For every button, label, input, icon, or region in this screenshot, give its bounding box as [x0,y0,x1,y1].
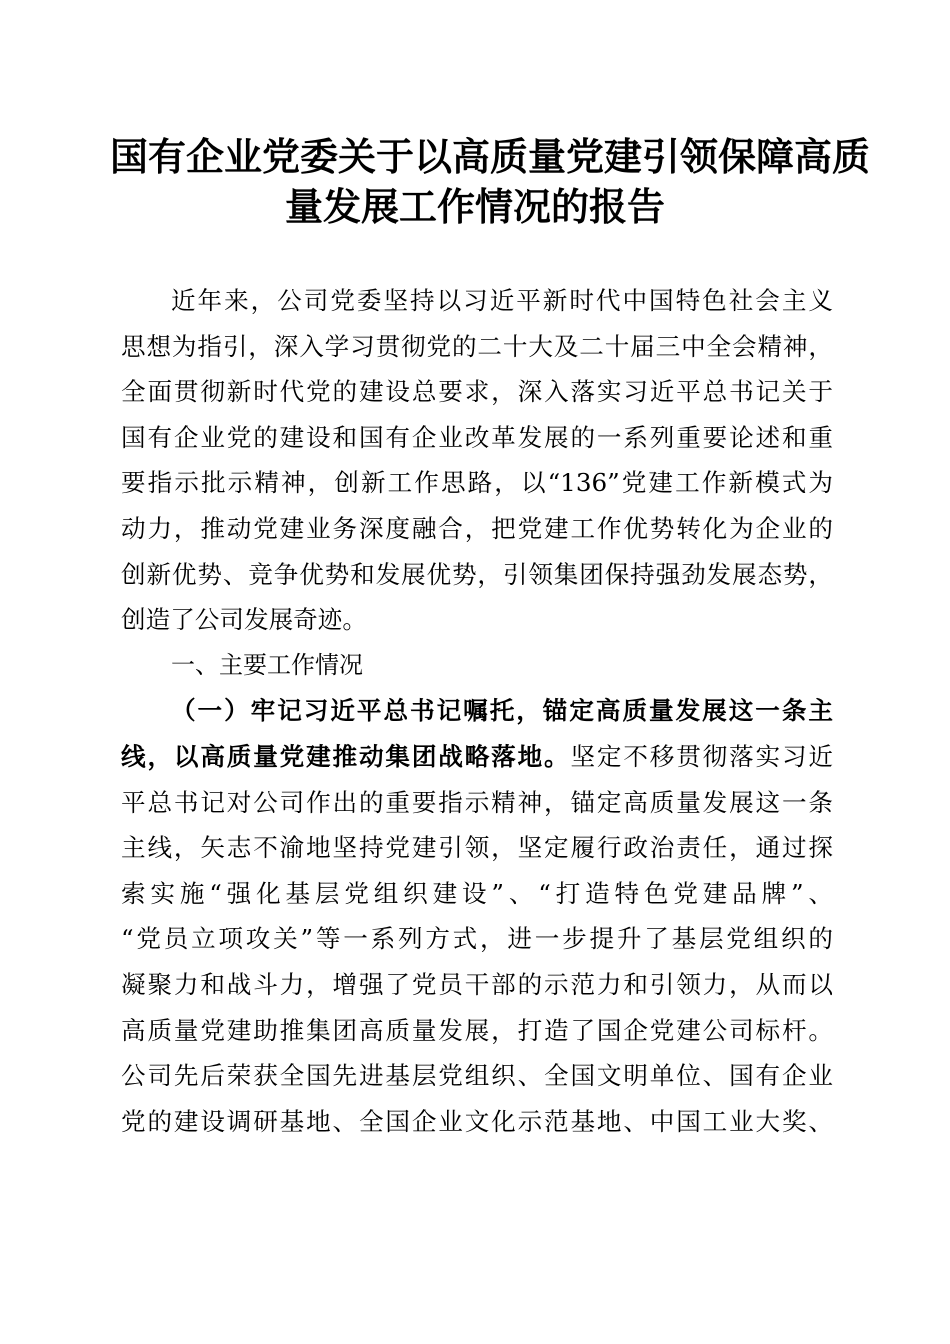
intro-line-2: 思想为指引，深入学习贯彻党的二十大及二十届三中全会精神， [121,331,833,361]
subsection-heading-line-2: 线，以高质量党建推动集团战略落地。 [121,741,571,771]
subsection-line-7: 凝聚力和战斗力，增强了党员干部的示范力和引领力，从而以 [121,969,833,999]
intro-line-4: 国有企业党的建设和国有企业改革发展的一系列重要论述和重 [121,422,833,452]
intro-line-1: 近年来，公司党委坚持以习近平新时代中国特色社会主义 [171,286,833,315]
intro-line-5: 要指示批示精神，创新工作思路，以“136”党建工作新模式为 [121,468,833,498]
subsection-line-10: 党的建设调研基地、全国企业文化示范基地、中国工业大奖、 [121,1106,833,1136]
subsection-line-5: 索实施“强化基层党组织建设”、“打造特色党建品牌”、 [121,878,833,908]
intro-line-6: 动力，推动党建业务深度融合，把党建工作优势转化为企业的 [121,513,833,543]
document-title [110,132,871,232]
subsection-line-2-text: 坚定不移贯彻落实习近 [570,741,833,771]
subsection-heading-line-1: （一）牢记习近平总书记嘱托，锚定高质量发展这一条主 [171,696,833,726]
intro-line-3: 全面贯彻新时代党的建设总要求，深入落实习近平总书记关于 [121,377,833,407]
subsection-line-4: 主线，矢志不渝地坚持党建引领，坚定履行政治责任，通过探 [121,833,833,863]
subsection-line-8: 高质量党建助推集团高质量发展，打造了国企党建公司标杆。 [121,1015,833,1045]
title-line-1: 国有企业党委关于以高质量党建引领保障高质 [110,134,871,179]
document-body [121,278,833,1144]
subsection-line-6: “党员立项攻关”等一系列方式，进一步提升了基层党组织的 [121,924,833,954]
intro-line-7: 创新优势、竞争优势和发展优势，引领集团保持强劲发展态势， [121,559,833,589]
subsection-line-3: 平总书记对公司作出的重要指示精神，锚定高质量发展这一条 [121,787,833,817]
intro-line-8: 创造了公司发展奇迹。 [121,605,367,635]
subsection-line-2 [121,734,833,780]
subsection-line-9: 公司先后荣获全国先进基层党组织、全国文明单位、国有企业 [121,1061,833,1091]
title-line-2: 量发展工作情况的报告 [284,184,665,229]
section-heading: 一、主要工作情况 [171,650,363,679]
